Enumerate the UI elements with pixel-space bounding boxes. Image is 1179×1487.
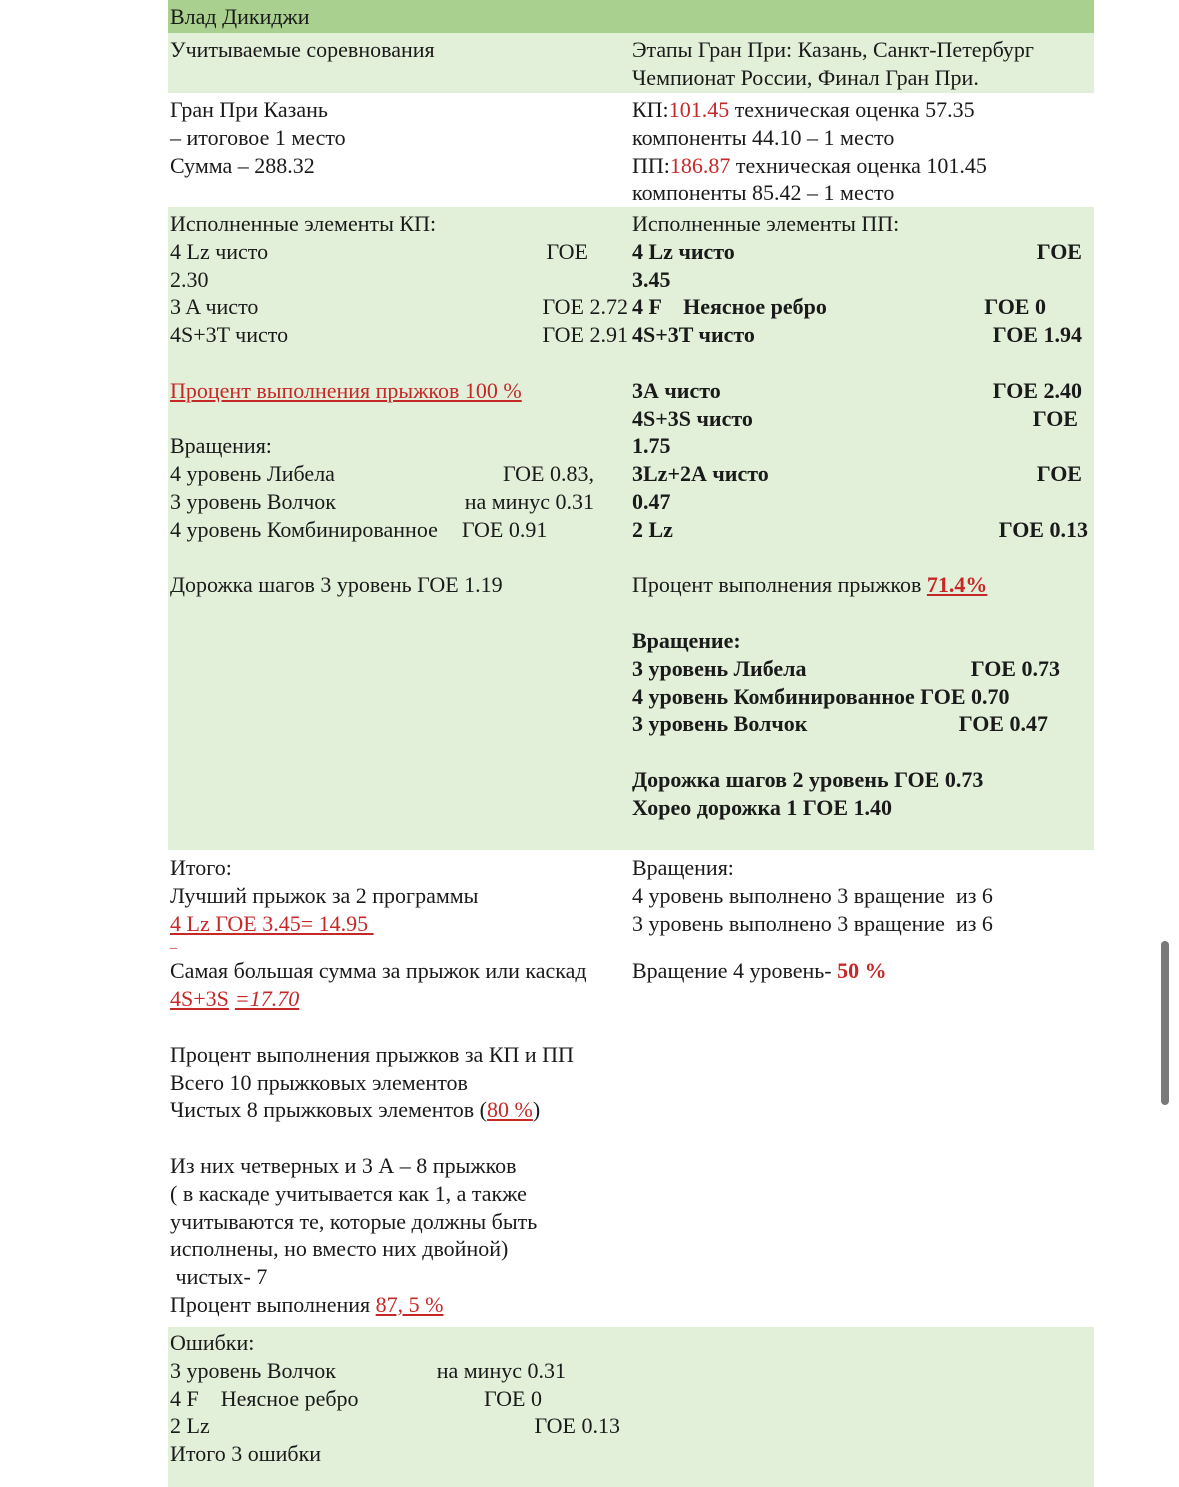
- error-1-value: на минус 0.31: [436, 1357, 566, 1383]
- sp-spin-2-goe: на минус 0.31: [464, 488, 594, 514]
- free-program-elements: [630, 207, 1094, 850]
- error-3-name: 2 Lz: [170, 1413, 210, 1439]
- fp-jump-6-goe-value: 0.47: [632, 488, 671, 514]
- pct-label: Процент выполнения прыжков за КП и ПП: [170, 1041, 574, 1067]
- max-sum-value: =17.70: [234, 986, 300, 1012]
- max-sum-jump: 4S+3S: [170, 986, 229, 1012]
- quads-pct: [170, 1291, 628, 1319]
- fp-jump-percent-label: Процент выполнения прыжков: [632, 572, 927, 598]
- best-jump-label: Лучший прыжок за 2 программы: [170, 882, 479, 908]
- total-jumps: Всего 10 прыжковых элементов: [170, 1069, 468, 1095]
- fp-jump-3-name: 4S+3T чисто: [632, 322, 755, 348]
- fp-spin-1-name: 3 уровень Либела: [632, 655, 807, 681]
- errors-list: [168, 1327, 630, 1487]
- fp-jump-5-goe: ГОЕ: [1032, 405, 1078, 431]
- gp-kazan-row: [168, 93, 1094, 207]
- error-2: [170, 1385, 628, 1413]
- fp-spins-heading: Вращение:: [632, 627, 741, 653]
- fp-jump-4: [632, 377, 1092, 405]
- quads-clean: чистых- 7: [170, 1264, 268, 1290]
- sp-spin-3-name: 4 уровень Комбинированное: [170, 516, 438, 542]
- quads-line-3: учитываются те, которые должны быть: [170, 1208, 538, 1234]
- gp-kazan-place: – итоговое 1 место: [170, 124, 346, 150]
- sp-spins-heading: Вращения:: [170, 433, 272, 459]
- sp-jump-3: [170, 321, 628, 349]
- max-sum-line: [170, 985, 628, 1013]
- clean-jumps-prefix: Чистых 8 прыжковых элементов (: [170, 1097, 488, 1123]
- clean-jumps-pct: 80 %: [487, 1097, 533, 1123]
- fp-jump-1: [632, 238, 1092, 266]
- fp-jump-2: [632, 293, 1092, 321]
- fp-score-line: [632, 152, 1092, 180]
- error-2-value: ГОЕ 0: [484, 1385, 542, 1411]
- title-row: [168, 0, 1094, 33]
- fp-choreo: Хорео дорожка 1 ГОЕ 1.40: [632, 794, 893, 820]
- sp-prefix: КП:: [632, 97, 669, 122]
- competitions-line-2: Чемпионат России, Финал Гран При.: [632, 64, 979, 90]
- sp-spin-1-name: 4 уровень Либела: [170, 461, 335, 487]
- fp-jump-3: [632, 321, 1092, 349]
- error-1: [170, 1357, 628, 1385]
- sp-steps: Дорожка шагов 3 уровень ГОЕ 1.19: [170, 572, 503, 598]
- spins-pct-value: 50 %: [837, 958, 887, 984]
- jumps-summary: [168, 850, 630, 1327]
- sp-jump-2-name: 3 A чисто: [170, 294, 259, 320]
- fp-tech: техническая оценка 101.45: [730, 152, 987, 178]
- fp-jump-2-goe: ГОЕ 0: [984, 294, 1046, 320]
- gp-kazan-name: Гран При Казань: [170, 97, 328, 122]
- sp-jump-1-goe: ГОЕ: [546, 238, 588, 264]
- spins-summary: [630, 850, 1094, 1327]
- gp-kazan-result: [168, 93, 630, 207]
- sp-jump-2-goe: ГОЕ 2.72: [542, 294, 628, 320]
- fp-steps: Дорожка шагов 2 уровень ГОЕ 0.73: [632, 766, 984, 792]
- competitions-list: [630, 33, 1094, 93]
- fp-jump-6-goe: ГОЕ: [1036, 461, 1082, 487]
- fp-heading: Исполненные элементы ПП:: [632, 211, 900, 236]
- athlete-name: Влад Дикиджи: [170, 4, 310, 29]
- fp-prefix: ПП:: [632, 152, 670, 178]
- short-program-elements: [168, 207, 630, 850]
- elements-row: [168, 207, 1094, 850]
- sp-score-line: [632, 96, 1092, 124]
- sp-jump-3-goe: ГОЕ 2.91: [542, 322, 628, 348]
- competitions-label-text: Учитываемые соревнования: [170, 37, 435, 62]
- best-jump-value: 4 Lz ГОЕ 3.45= 14.95: [170, 910, 374, 936]
- gp-kazan-scores: [630, 93, 1094, 207]
- fp-jump-6: [632, 460, 1092, 488]
- fp-jump-5: [632, 405, 1092, 433]
- errors-row: [168, 1327, 1094, 1487]
- sp-jump-3-name: 4S+3T чисто: [170, 322, 289, 348]
- error-3-value: ГОЕ 0.13: [534, 1413, 620, 1439]
- sp-spin-3: [170, 516, 628, 544]
- sp-spin-1-goe: ГОЕ 0.83,: [503, 461, 594, 487]
- clean-jumps: [170, 1096, 628, 1124]
- sp-jump-1-goe-value: 2.30: [170, 266, 209, 292]
- competitions-row: [168, 33, 1094, 93]
- sp-spin-3-goe: ГОЕ 0.91: [461, 516, 548, 542]
- sp-score: 101.45: [668, 97, 730, 122]
- sp-spin-1: [170, 460, 628, 488]
- fp-jump-5-goe-value: 1.75: [632, 433, 671, 459]
- spins-summary-pct: [632, 957, 1092, 985]
- summary-row: [168, 850, 1094, 1327]
- fp-jump-percent-value: 71.4%: [926, 572, 988, 598]
- quads-line-2: ( в каскаде учитывается как 1, а также: [170, 1180, 527, 1206]
- error-3: [170, 1412, 628, 1440]
- fp-jump-5-name: 4S+3S чисто: [632, 405, 753, 431]
- quads-line-1: Из них четверных и 3 А – 8 прыжков: [170, 1152, 517, 1178]
- sp-spin-2: [170, 488, 628, 516]
- fp-spin-3-goe: ГОЕ 0.47: [958, 711, 1048, 737]
- fp-jump-1-goe-value: 3.45: [632, 266, 671, 292]
- quads-pct-label: Процент выполнения: [170, 1291, 376, 1317]
- fp-jump-7: [632, 516, 1092, 544]
- sp-jump-2: [170, 293, 628, 321]
- gp-kazan-sum: Сумма – 288.32: [170, 152, 315, 178]
- fp-jump-1-goe: ГОЕ: [1036, 238, 1082, 264]
- spins-pct-label: Вращение 4 уровень-: [632, 958, 838, 984]
- fp-score: 186.87: [669, 152, 731, 178]
- fp-components: компоненты 85.42 – 1 место: [632, 180, 895, 206]
- errors-total: Итого 3 ошибки: [170, 1441, 322, 1467]
- fp-spin-3: [632, 710, 1092, 738]
- fp-jump-7-goe: ГОЕ 0.13: [998, 516, 1088, 542]
- fp-jump-6-name: 3Lz+2А чисто: [632, 461, 769, 487]
- sp-spin-2-name: 3 уровень Волчок: [170, 488, 336, 514]
- fp-jump-4-goe: ГОЕ 2.40: [992, 377, 1082, 403]
- error-1-name: 3 уровень Волчок: [170, 1357, 336, 1383]
- spins-summary-line-1: 4 уровень выполнено 3 вращение из 6: [632, 882, 993, 908]
- athlete-analysis-table: [168, 0, 1094, 1487]
- fp-jump-4-name: 3А чисто: [632, 377, 721, 403]
- errors-heading: Ошибки:: [170, 1330, 255, 1355]
- clean-jumps-suffix: ): [532, 1097, 541, 1123]
- fp-jump-7-name: 2 Lz: [632, 516, 673, 542]
- errors-empty-cell: [630, 1327, 1094, 1487]
- max-sum-label: Самая большая сумма за прыжок или каскад: [170, 958, 587, 984]
- sp-jump-percent: Процент выполнения прыжков 100 %: [170, 377, 522, 403]
- fp-spin-2: 4 уровень Комбинированное ГОЕ 0.70: [632, 683, 1010, 709]
- quads-line-4: исполнены, но вместо них двойной): [170, 1236, 509, 1262]
- competitions-label: [168, 33, 630, 93]
- fp-jump-2-name: 4 F Неясное ребро: [632, 294, 827, 320]
- sp-jump-1: [170, 238, 628, 266]
- error-2-name: 4 F Неясное ребро: [170, 1385, 359, 1411]
- fp-spin-1: [632, 655, 1092, 683]
- sp-tech: техническая оценка 57.35: [729, 97, 975, 122]
- spins-summary-heading: Вращения:: [632, 855, 734, 880]
- summary-heading: Итого:: [170, 855, 232, 880]
- sp-heading: Исполненные элементы КП:: [170, 211, 437, 236]
- sp-components: компоненты 44.10 – 1 место: [632, 124, 895, 150]
- scrollbar-thumb[interactable]: [1161, 941, 1169, 1105]
- sp-jump-1-name: 4 Lz чисто: [170, 238, 269, 264]
- fp-spin-1-goe: ГОЕ 0.73: [970, 655, 1060, 681]
- stray-mark: _: [170, 936, 177, 952]
- fp-jump-1-name: 4 Lz чисто: [632, 238, 735, 264]
- title-row-empty-cell: [630, 0, 1094, 33]
- fp-jump-3-goe: ГОЕ 1.94: [992, 322, 1082, 348]
- spins-summary-line-2: 3 уровень выполнено 3 вращение из 6: [632, 910, 993, 936]
- fp-jump-percent: [632, 571, 1092, 599]
- competitions-line-1: Этапы Гран При: Казань, Санкт-Петербург: [632, 37, 1034, 62]
- fp-spin-3-name: 3 уровень Волчок: [632, 711, 808, 737]
- quads-pct-value: 87, 5 %: [375, 1291, 444, 1317]
